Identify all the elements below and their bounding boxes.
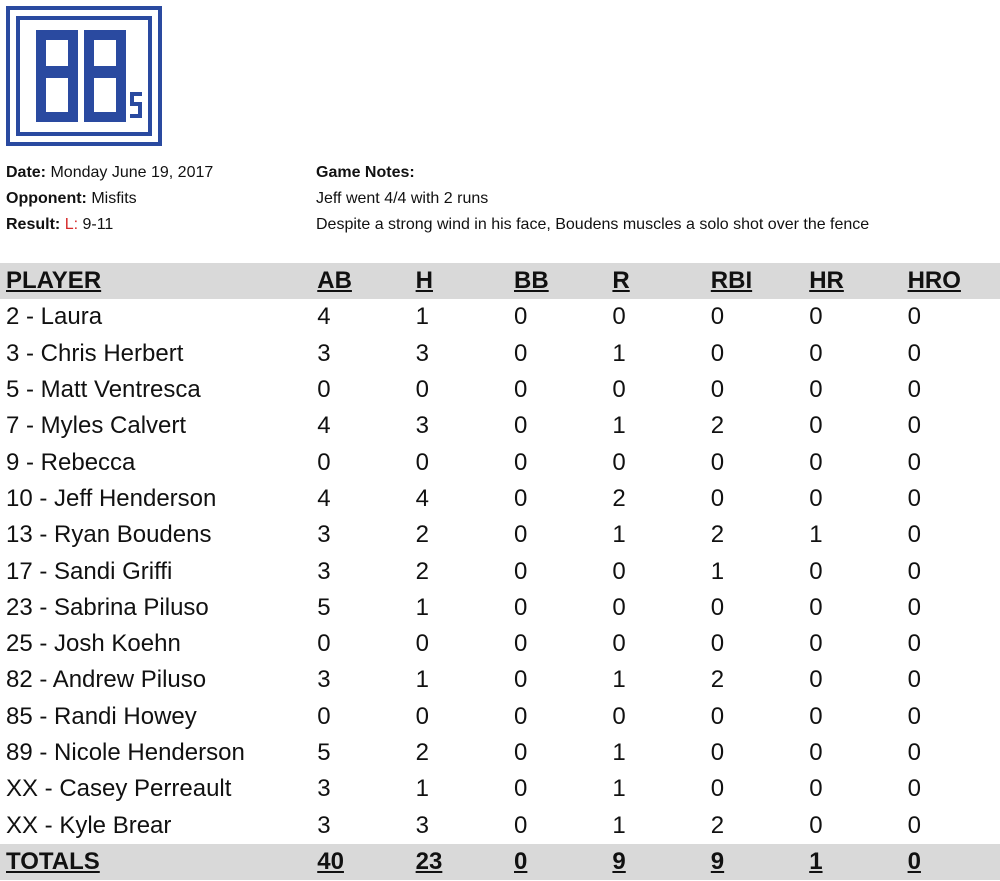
column-header-bb: BB [508, 263, 606, 299]
cell-player: TOTALS [0, 844, 311, 880]
cell-rbi: 0 [710, 484, 725, 512]
cell-ab: 0 [317, 702, 331, 730]
cell-hro: 0 [907, 521, 921, 549]
cell-hr: 0 [809, 593, 823, 621]
cell-hro: 0 [907, 303, 921, 331]
cell-r: 0 [612, 376, 626, 404]
cell-h: 2 [415, 521, 429, 549]
cell-hro: 0 [902, 844, 1000, 880]
cell-hro: 0 [907, 412, 921, 440]
cell-ab: 3 [317, 521, 331, 549]
cell-r: 1 [612, 739, 626, 766]
cell-player: 7 - Myles Calvert [6, 412, 187, 440]
table-row [0, 590, 1000, 626]
cell-hr: 0 [809, 412, 823, 440]
table-row [0, 735, 1000, 771]
cell-hro: 0 [907, 448, 921, 476]
cell-h: 3 [415, 811, 429, 839]
cell-player: 2 - Laura [6, 303, 103, 331]
cell-player: 9 - Rebecca [6, 448, 136, 476]
cell-ab: 40 [311, 844, 409, 880]
result-row [6, 212, 213, 238]
cell-hr: 0 [809, 339, 823, 367]
cell-hro: 0 [907, 339, 921, 367]
cell-r: 1 [612, 666, 626, 694]
cell-r: 9 [606, 844, 704, 880]
cell-hr: 0 [809, 666, 823, 694]
cell-hro: 0 [907, 593, 921, 621]
cell-ab: 4 [317, 303, 331, 331]
table-row [0, 299, 1000, 335]
totals-row [0, 844, 1000, 880]
header-row [0, 263, 1000, 299]
column-header-h: H [410, 263, 508, 299]
cell-ab: 3 [317, 811, 331, 839]
game-notes-label: Game Notes: [316, 164, 415, 181]
result-score: 9-11 [82, 216, 114, 233]
table-row [0, 662, 1000, 698]
cell-bb: 0 [514, 557, 528, 585]
cell-player: XX - Kyle Brear [6, 811, 172, 839]
cell-hr: 0 [809, 630, 823, 658]
stats-totals [0, 844, 1000, 880]
cell-ab: 0 [317, 630, 331, 658]
cell-bb: 0 [514, 339, 528, 367]
cell-rbi: 0 [710, 630, 725, 658]
cell-player: 3 - Chris Herbert [6, 339, 184, 367]
cell-bb: 0 [514, 775, 528, 803]
cell-bb: 0 [514, 811, 528, 839]
table-row [0, 517, 1000, 553]
cell-h: 1 [415, 775, 429, 803]
cell-hr: 1 [809, 521, 823, 549]
cell-player: 82 - Andrew Piluso [6, 666, 207, 694]
cell-bb: 0 [514, 630, 528, 658]
cell-r: 0 [612, 702, 626, 730]
team-logo [6, 6, 162, 146]
cell-h: 3 [415, 412, 429, 440]
cell-r: 0 [612, 448, 626, 476]
cell-r: 0 [612, 303, 626, 331]
opponent-label: Opponent: [6, 190, 87, 207]
cell-hr: 0 [809, 448, 823, 476]
table-row [0, 807, 1000, 843]
cell-r: 1 [612, 339, 626, 367]
cell-hro: 0 [907, 666, 921, 694]
date-value: Monday June 19, 2017 [50, 164, 214, 181]
cell-bb: 0 [514, 739, 528, 766]
column-header-r: R [606, 263, 704, 299]
table-row [0, 626, 1000, 662]
table-row [0, 771, 1000, 807]
cell-hr: 0 [809, 702, 823, 730]
column-header-player: PLAYER [0, 263, 311, 299]
cell-h: 1 [415, 303, 429, 331]
cell-rbi: 9 [705, 844, 803, 880]
table-row [0, 699, 1000, 735]
cell-rbi: 2 [710, 521, 725, 549]
table-row [0, 372, 1000, 408]
cell-player: 85 - Randi Howey [6, 702, 197, 730]
table-row [0, 444, 1000, 480]
cell-player: 89 - Nicole Henderson [6, 739, 245, 766]
cell-bb: 0 [514, 521, 528, 549]
stats-header [0, 263, 1000, 299]
cell-h: 1 [415, 666, 429, 694]
cell-player: XX - Casey Perreault [6, 775, 232, 803]
cell-r: 1 [612, 521, 626, 549]
cell-bb: 0 [514, 412, 528, 440]
cell-r: 1 [612, 811, 626, 839]
cell-hr: 0 [809, 739, 823, 766]
cell-bb: 0 [514, 593, 528, 621]
cell-bb: 0 [508, 844, 606, 880]
cell-rbi: 0 [710, 339, 725, 367]
table-row [0, 336, 1000, 372]
cell-h: 23 [410, 844, 508, 880]
cell-rbi: 0 [710, 702, 725, 730]
cell-player: 5 - Matt Ventresca [6, 376, 201, 404]
cell-h: 2 [415, 739, 429, 766]
cell-r: 2 [612, 484, 626, 512]
game-info [6, 160, 213, 238]
cell-hr: 1 [803, 844, 901, 880]
cell-h: 4 [415, 484, 429, 512]
cell-bb: 0 [514, 702, 528, 730]
column-header-ab: AB [311, 263, 409, 299]
result-outcome: L: [64, 216, 79, 233]
cell-ab: 3 [317, 775, 331, 803]
cell-hro: 0 [907, 376, 921, 404]
cell-player: 25 - Josh Koehn [6, 630, 181, 658]
table-row [0, 553, 1000, 589]
cell-hro: 0 [907, 811, 921, 839]
cell-hro: 0 [907, 630, 921, 658]
cell-hr: 0 [809, 484, 823, 512]
cell-r: 0 [612, 593, 626, 621]
cell-player: 13 - Ryan Boudens [6, 521, 212, 549]
cell-rbi: 0 [710, 739, 725, 766]
cell-bb: 0 [514, 484, 528, 512]
stats-body [0, 299, 1000, 843]
cell-h: 0 [415, 448, 429, 476]
cell-player: 23 - Sabrina Piluso [6, 593, 209, 621]
cell-hro: 0 [907, 484, 921, 512]
cell-ab: 4 [317, 412, 331, 440]
cell-bb: 0 [514, 303, 528, 331]
column-header-hro: HRO [902, 263, 1000, 299]
table-row [0, 408, 1000, 444]
cell-rbi: 2 [710, 412, 725, 440]
cell-rbi: 2 [710, 666, 725, 694]
cell-r: 1 [612, 412, 626, 440]
column-header-hr: HR [803, 263, 901, 299]
opponent-row [6, 186, 213, 212]
cell-rbi: 0 [710, 376, 725, 404]
date-label: Date: [6, 164, 47, 181]
cell-ab: 0 [317, 376, 331, 404]
cell-hro: 0 [907, 702, 921, 730]
cell-h: 2 [415, 557, 429, 585]
result-label: Result: [6, 216, 61, 233]
cell-ab: 3 [317, 339, 331, 367]
cell-r: 0 [612, 630, 626, 658]
cell-ab: 5 [317, 739, 331, 766]
cell-hr: 0 [809, 775, 823, 803]
stats-table [0, 263, 1000, 880]
game-note: Jeff went 4/4 with 2 runs [316, 190, 489, 207]
cell-player: 10 - Jeff Henderson [6, 484, 217, 512]
cell-rbi: 0 [710, 448, 725, 476]
cell-rbi: 0 [710, 593, 725, 621]
cell-hro: 0 [907, 557, 921, 585]
cell-rbi: 0 [710, 775, 725, 803]
cell-h: 0 [415, 376, 429, 404]
cell-h: 1 [415, 593, 429, 621]
cell-bb: 0 [514, 376, 528, 404]
cell-ab: 3 [317, 666, 331, 694]
cell-h: 0 [415, 630, 429, 658]
cell-hr: 0 [809, 303, 823, 331]
cell-ab: 3 [317, 557, 331, 585]
cell-bb: 0 [514, 666, 528, 694]
cell-ab: 4 [317, 484, 331, 512]
cell-ab: 0 [317, 448, 331, 476]
cell-hr: 0 [809, 811, 823, 839]
cell-bb: 0 [514, 448, 528, 476]
date-row [6, 160, 213, 186]
cell-r: 0 [612, 557, 626, 585]
table-row [0, 481, 1000, 517]
cell-h: 3 [415, 339, 429, 367]
cell-ab: 5 [317, 593, 331, 621]
cell-hr: 0 [809, 376, 823, 404]
cell-hr: 0 [809, 557, 823, 585]
column-header-rbi: RBI [705, 263, 803, 299]
cell-rbi: 1 [710, 557, 725, 585]
cell-h: 0 [415, 702, 429, 730]
cell-player: 17 - Sandi Griffi [6, 557, 173, 585]
cell-r: 1 [612, 775, 626, 803]
cell-hro: 0 [907, 739, 921, 766]
cell-hro: 0 [907, 775, 921, 803]
cell-rbi: 0 [710, 303, 725, 331]
cell-rbi: 2 [710, 811, 725, 839]
game-note: Despite a strong wind in his face, Boudens muscles a solo shot over the fence [316, 216, 870, 233]
game-notes [316, 160, 869, 238]
opponent-value: Misfits [91, 190, 137, 207]
